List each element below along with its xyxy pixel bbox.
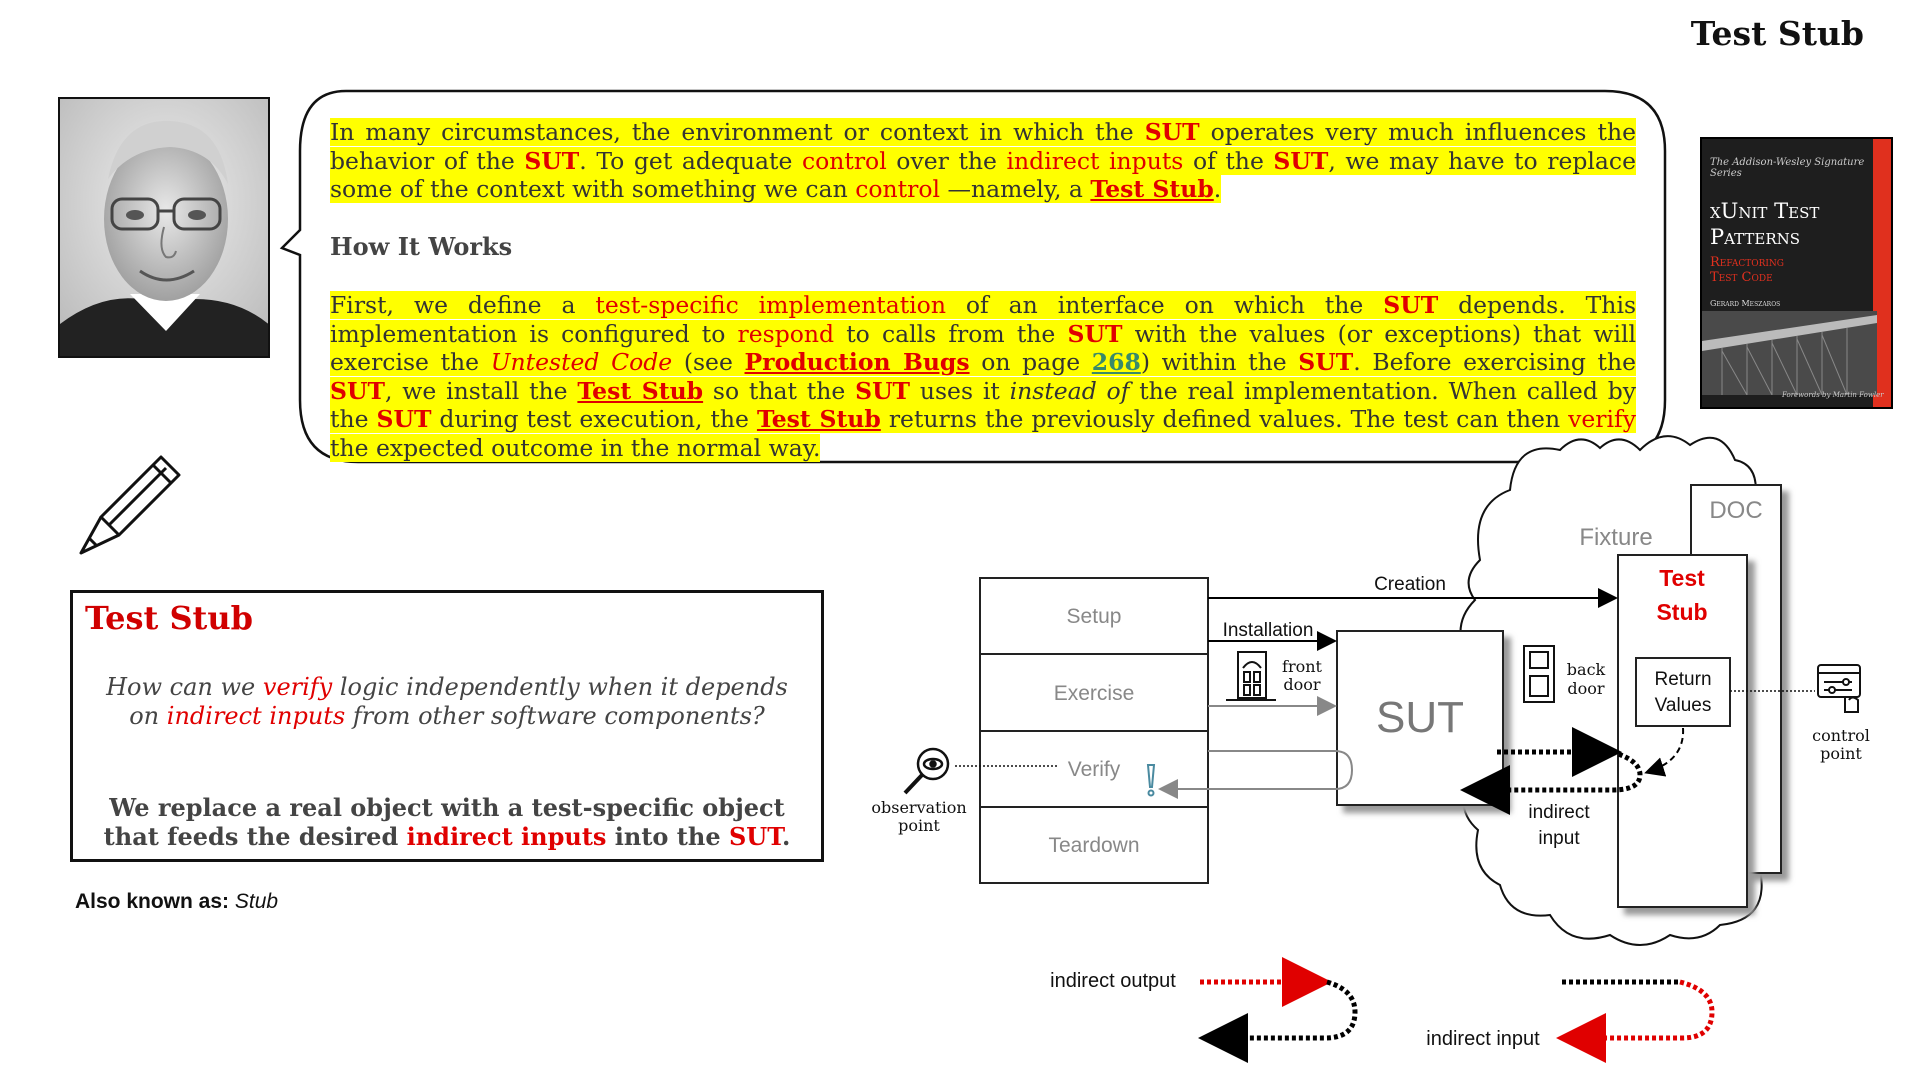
stub-label-line-1: Test bbox=[1659, 565, 1705, 591]
installation-label: Installation bbox=[1222, 620, 1314, 641]
legend-indirect-output-label: indirect output bbox=[1050, 970, 1176, 992]
doc-label: DOC bbox=[1709, 497, 1763, 524]
book-cover bbox=[1700, 137, 1893, 409]
phase-verify: Verify bbox=[1067, 758, 1121, 781]
phase-setup: Setup bbox=[1066, 605, 1122, 628]
book-title-line-1: xUnit Test bbox=[1710, 199, 1820, 223]
return-values-line-1: Return bbox=[1654, 669, 1712, 690]
test-stub-link[interactable]: Test Stub bbox=[1090, 175, 1214, 203]
phase-exercise: Exercise bbox=[1053, 682, 1135, 705]
control-panel-icon bbox=[1818, 665, 1860, 712]
section-heading: How It Works bbox=[330, 232, 513, 261]
book-subtitle-line-1: Refactoring bbox=[1710, 255, 1784, 270]
production-bugs-link[interactable]: Production Bugs bbox=[744, 348, 970, 376]
book-author: Gerard Meszaros bbox=[1710, 299, 1781, 308]
book-title-line-2: Patterns bbox=[1710, 225, 1801, 249]
front-door-label-line-2: door bbox=[1283, 675, 1321, 694]
intro-paragraph: In many circumstances, the environment or context in which the SUT operates very much influences the behavior of the SUT. To get adequate control over the indirect inputs of the SUT, we may have to replace some of the context with something we can control —namely, a Test Stub. bbox=[330, 118, 1636, 203]
stub-label-line-2: Stub bbox=[1656, 599, 1708, 625]
page-link[interactable]: 268 bbox=[1091, 348, 1141, 376]
return-values-line-2: Values bbox=[1654, 695, 1712, 716]
bridge-illustration bbox=[1702, 311, 1877, 395]
fixture-label: Fixture bbox=[1579, 524, 1653, 551]
indirect-input-label-line-1: indirect bbox=[1528, 802, 1590, 823]
magnifier-eye-icon bbox=[905, 749, 948, 793]
legend-input-red bbox=[1566, 982, 1712, 1038]
also-known-as: Also known as: Stub bbox=[75, 890, 279, 913]
observation-point-label-line-1: observation bbox=[871, 798, 967, 817]
sut-label: SUT bbox=[1376, 693, 1464, 742]
control-point-label-line-1: control bbox=[1812, 726, 1870, 745]
creation-label: Creation bbox=[1374, 574, 1446, 595]
back-door-label-line-1: back bbox=[1566, 660, 1606, 679]
control-point-label-line-2: point bbox=[1820, 744, 1862, 763]
how-it-works-paragraph: First, we define a test-specific implementation of an interface on which the SUT depends. This implementation is configured to respond to calls from the SUT with the values (or exceptions) that will exercise the Untested Code (see Production Bugs on page 268) within the SUT. Before exercising the SUT, we install the Test Stub so that the SUT uses it instead of the real implementation. When called by the SUT during test execution, the Test Stub returns the previously defined values. The test can then verify the expected outcome in the normal way. bbox=[330, 291, 1637, 462]
pattern-name: Test Stub bbox=[85, 599, 253, 637]
legend-indirect-input-label: indirect input bbox=[1426, 1028, 1540, 1050]
test-stub-link[interactable]: Test Stub bbox=[756, 405, 881, 433]
book-foreword: Forewords by Martin Fowler bbox=[1782, 391, 1884, 399]
page-title: Test Stub bbox=[1690, 14, 1864, 53]
door-icon bbox=[1226, 652, 1276, 700]
book-series: The Addison-Wesley Signature Series bbox=[1710, 157, 1865, 179]
observation-point-label-line-2: point bbox=[898, 816, 940, 835]
back-door-label-line-2: door bbox=[1567, 679, 1605, 698]
test-stub-link[interactable]: Test Stub bbox=[577, 376, 704, 405]
test-phases bbox=[980, 578, 1208, 883]
book-subtitle-line-2: Test Code bbox=[1710, 270, 1773, 285]
indirect-input-label-line-2: input bbox=[1538, 828, 1580, 849]
front-door-label-line-1: front bbox=[1282, 657, 1322, 676]
legend-output-black bbox=[1208, 982, 1355, 1038]
pattern-answer: We replace a real object with a test-specific object that feeds the desired indirect inputs into the SUT. bbox=[103, 793, 791, 851]
pattern-question: How can we verify logic independently when it depends on indirect inputs from other software components? bbox=[106, 673, 788, 730]
phase-teardown: Teardown bbox=[1048, 834, 1140, 857]
test-stub-diagram bbox=[0, 430, 1920, 1080]
